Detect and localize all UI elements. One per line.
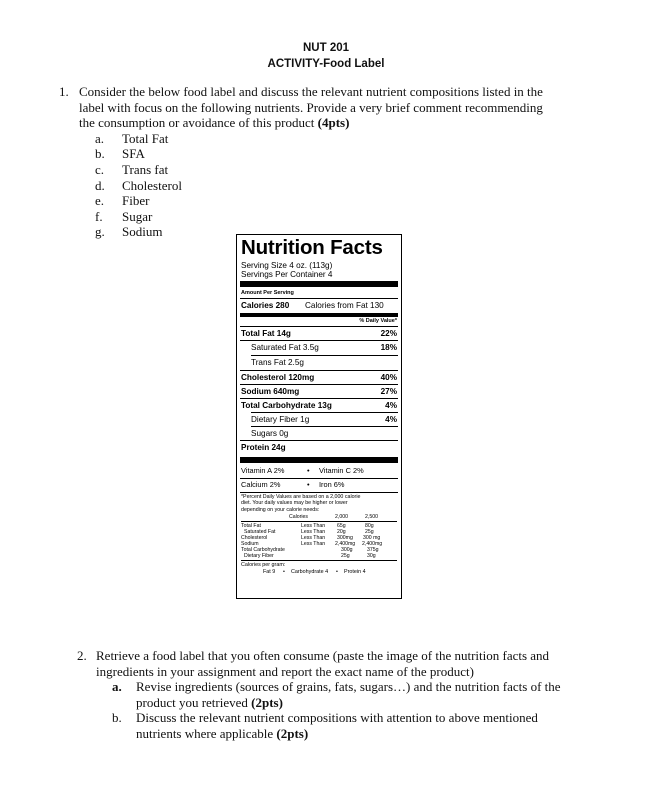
dv-cell: 300mg: [337, 535, 353, 541]
list-item-letter: e.: [95, 193, 105, 208]
dv-cell: Saturated Fat: [244, 529, 276, 535]
list-item-letter: f.: [95, 209, 103, 224]
nutrient-row: [251, 342, 397, 353]
thick-divider: [240, 457, 398, 463]
divider: [240, 340, 398, 341]
dv-cell: 65g: [337, 523, 346, 529]
dv-table-header-cell: 2,000: [335, 514, 348, 520]
question-2-line: ingredients in your assignment and report the exact name of the product): [96, 663, 474, 679]
minerals-row: [241, 480, 397, 490]
list-item-text: Discuss the relevant nutrient compositions with attention to above mentioned: [136, 710, 538, 725]
list-item-text: Cholesterol: [122, 178, 182, 193]
calories: Calories 280: [241, 301, 290, 310]
bullet: •: [307, 466, 310, 475]
nutrient-dv: 18%: [380, 343, 397, 352]
daily-value-header: % Daily Value*: [359, 318, 397, 324]
list-item-points: (2pts): [251, 694, 283, 710]
nutrient-name: Cholesterol 120mg: [241, 373, 315, 382]
dv-cell: Less Than: [301, 541, 326, 547]
calories-per-gram: Calories per gram:: [241, 562, 286, 568]
divider: [240, 478, 398, 479]
list-item-text: product you retrieved: [136, 694, 248, 710]
dv-table-header-cell: 2,500: [365, 514, 378, 520]
per-gram-value: Carbohydrate 4: [291, 569, 329, 575]
list-item-text: Sodium: [122, 224, 163, 239]
vitamins-row: [241, 466, 397, 476]
list-item-text: Sugar: [122, 209, 153, 224]
label-title: Nutrition Facts: [241, 236, 383, 259]
nutrient-row: [251, 414, 397, 425]
dv-cell: Total Fat: [241, 523, 261, 529]
list-item-letter: a.: [95, 131, 105, 146]
dv-cell: Less Than: [301, 523, 326, 529]
divider: [251, 412, 398, 413]
vitamin-c: Vitamin C 2%: [319, 466, 364, 475]
divider: [241, 521, 397, 522]
dv-cell: Total Carbohydrate: [241, 547, 285, 553]
nutrient-name: Total Fat 14g: [241, 329, 291, 338]
nutrient-name: Protein 24g: [241, 443, 286, 452]
list-item-letter: b.: [95, 146, 105, 161]
calories-row: [241, 301, 397, 311]
dv-cell: Less Than: [301, 535, 326, 541]
divider: [241, 560, 397, 561]
nutrient-row: [251, 428, 397, 439]
nutrient-name: Trans Fat 2.5g: [251, 358, 304, 367]
divider: [240, 398, 398, 399]
nutrient-dv: 4%: [385, 415, 397, 424]
nutrient-row: [241, 372, 397, 383]
dv-cell: 375g: [367, 547, 379, 553]
footnote-line: diet. Your daily values may be higher or lower: [241, 500, 348, 507]
bullet: •: [307, 480, 310, 489]
serving-size: Serving Size 4 oz. (113g): [241, 261, 333, 270]
calories-per-gram-values: [241, 569, 397, 577]
divider: [240, 384, 398, 385]
nutrient-name: Sugars 0g: [251, 429, 289, 438]
nutrient-row: [241, 328, 397, 339]
divider: [240, 298, 398, 299]
dv-cell: 25g: [341, 553, 350, 559]
nutrient-dv: 40%: [380, 373, 397, 382]
dv-cell: Sodium: [241, 541, 259, 547]
nutrient-name: Total Carbohydrate 13g: [241, 401, 332, 410]
list-item-text: Fiber: [122, 193, 150, 208]
calcium: Calcium 2%: [241, 480, 281, 489]
list-item-text: Trans fat: [122, 162, 169, 177]
course-title: NUT 201: [302, 42, 350, 54]
divider: [240, 492, 398, 493]
vitamin-a: Vitamin A 2%: [241, 466, 285, 475]
question-1: [59, 84, 619, 134]
divider: [251, 426, 398, 427]
iron: Iron 6%: [319, 480, 345, 489]
nutrient-dv: 27%: [380, 387, 397, 396]
dv-cell: Cholesterol: [241, 535, 268, 541]
dv-cell: Dietary Fiber: [244, 553, 274, 559]
nutrient-row: [251, 357, 397, 368]
question-1-line: [79, 115, 543, 131]
amount-per-serving: Amount Per Serving: [241, 290, 294, 296]
footnote: [241, 494, 397, 513]
list-item-letter: b.: [112, 710, 122, 725]
list-item-text: Total Fat: [122, 131, 169, 146]
nutrition-facts-label: [236, 234, 402, 599]
divider: [240, 370, 398, 371]
thick-divider: [240, 281, 398, 287]
dv-cell: 300g: [341, 547, 353, 553]
dv-table-row: [241, 553, 397, 560]
nutrient-dv: 4%: [385, 401, 397, 410]
question-1-points: (4pts): [317, 115, 350, 130]
divider: [251, 355, 398, 356]
list-item-letter: g.: [95, 224, 105, 239]
list-item-letter: a.: [112, 679, 122, 694]
nutrient-name: Saturated Fat 3.5g: [251, 343, 319, 352]
dv-cell: 2,400mg: [362, 541, 383, 547]
dv-cell: Less Than: [301, 529, 326, 535]
question-1-line: label with focus on the following nutrients. Provide a very brief comment recommending: [79, 99, 543, 115]
per-gram-value: Protein 4: [344, 569, 366, 575]
question-2-number: 2.: [77, 648, 87, 663]
dv-cell: 30g: [367, 553, 376, 559]
list-item-letter: c.: [95, 162, 105, 177]
list-item-text: SFA: [122, 146, 145, 161]
servings-per-container: Servings Per Container 4: [241, 270, 333, 279]
dv-cell: 25g: [365, 529, 374, 535]
nutrient-name: Dietary Fiber 1g: [251, 415, 310, 424]
footnote-line: *Percent Daily Values are based on a 2,000 calorie: [241, 494, 361, 500]
dv-cell: 300 mg: [363, 535, 381, 541]
nutrient-row: [241, 400, 397, 411]
list-item-letter: d.: [95, 178, 105, 193]
list-item-points: (2pts): [276, 725, 309, 741]
question-1-number: 1.: [59, 84, 69, 99]
nutrient-row: [241, 442, 397, 453]
dv-cell: 2,400mg: [335, 541, 356, 547]
calories-from-fat: Calories from Fat 130: [305, 301, 384, 310]
bullet: •: [336, 569, 338, 575]
nutrient-row: [241, 386, 397, 397]
dv-cell: 80g: [365, 523, 374, 529]
nutrient-dv: 22%: [380, 329, 397, 338]
dv-table-header-cell: Calories: [289, 514, 309, 520]
list-item-text: nutrients where applicable: [136, 725, 274, 741]
activity-title: ACTIVITY-Food Label: [267, 58, 385, 70]
question-1-line: Consider the below food label and discuss the relevant nutrient compositions listed in the: [79, 84, 543, 99]
footnote-line: depending on your calorie needs:: [241, 506, 320, 513]
question-2-line: Retrieve a food label that you often consume (paste the image of the nutrition facts and: [96, 648, 550, 663]
question-1-line: the consumption or avoidance of this product: [79, 115, 315, 130]
bullet: •: [283, 569, 285, 575]
divider: [240, 326, 398, 327]
nutrient-name: Sodium 640mg: [241, 387, 300, 396]
medium-divider: [240, 313, 398, 317]
list-item-text: Revise ingredients (sources of grains, fats, sugars…) and the nutrition facts of the: [136, 679, 561, 694]
dv-cell: 20g: [337, 529, 346, 535]
per-gram-value: Fat 9: [263, 569, 276, 575]
divider: [240, 440, 398, 441]
